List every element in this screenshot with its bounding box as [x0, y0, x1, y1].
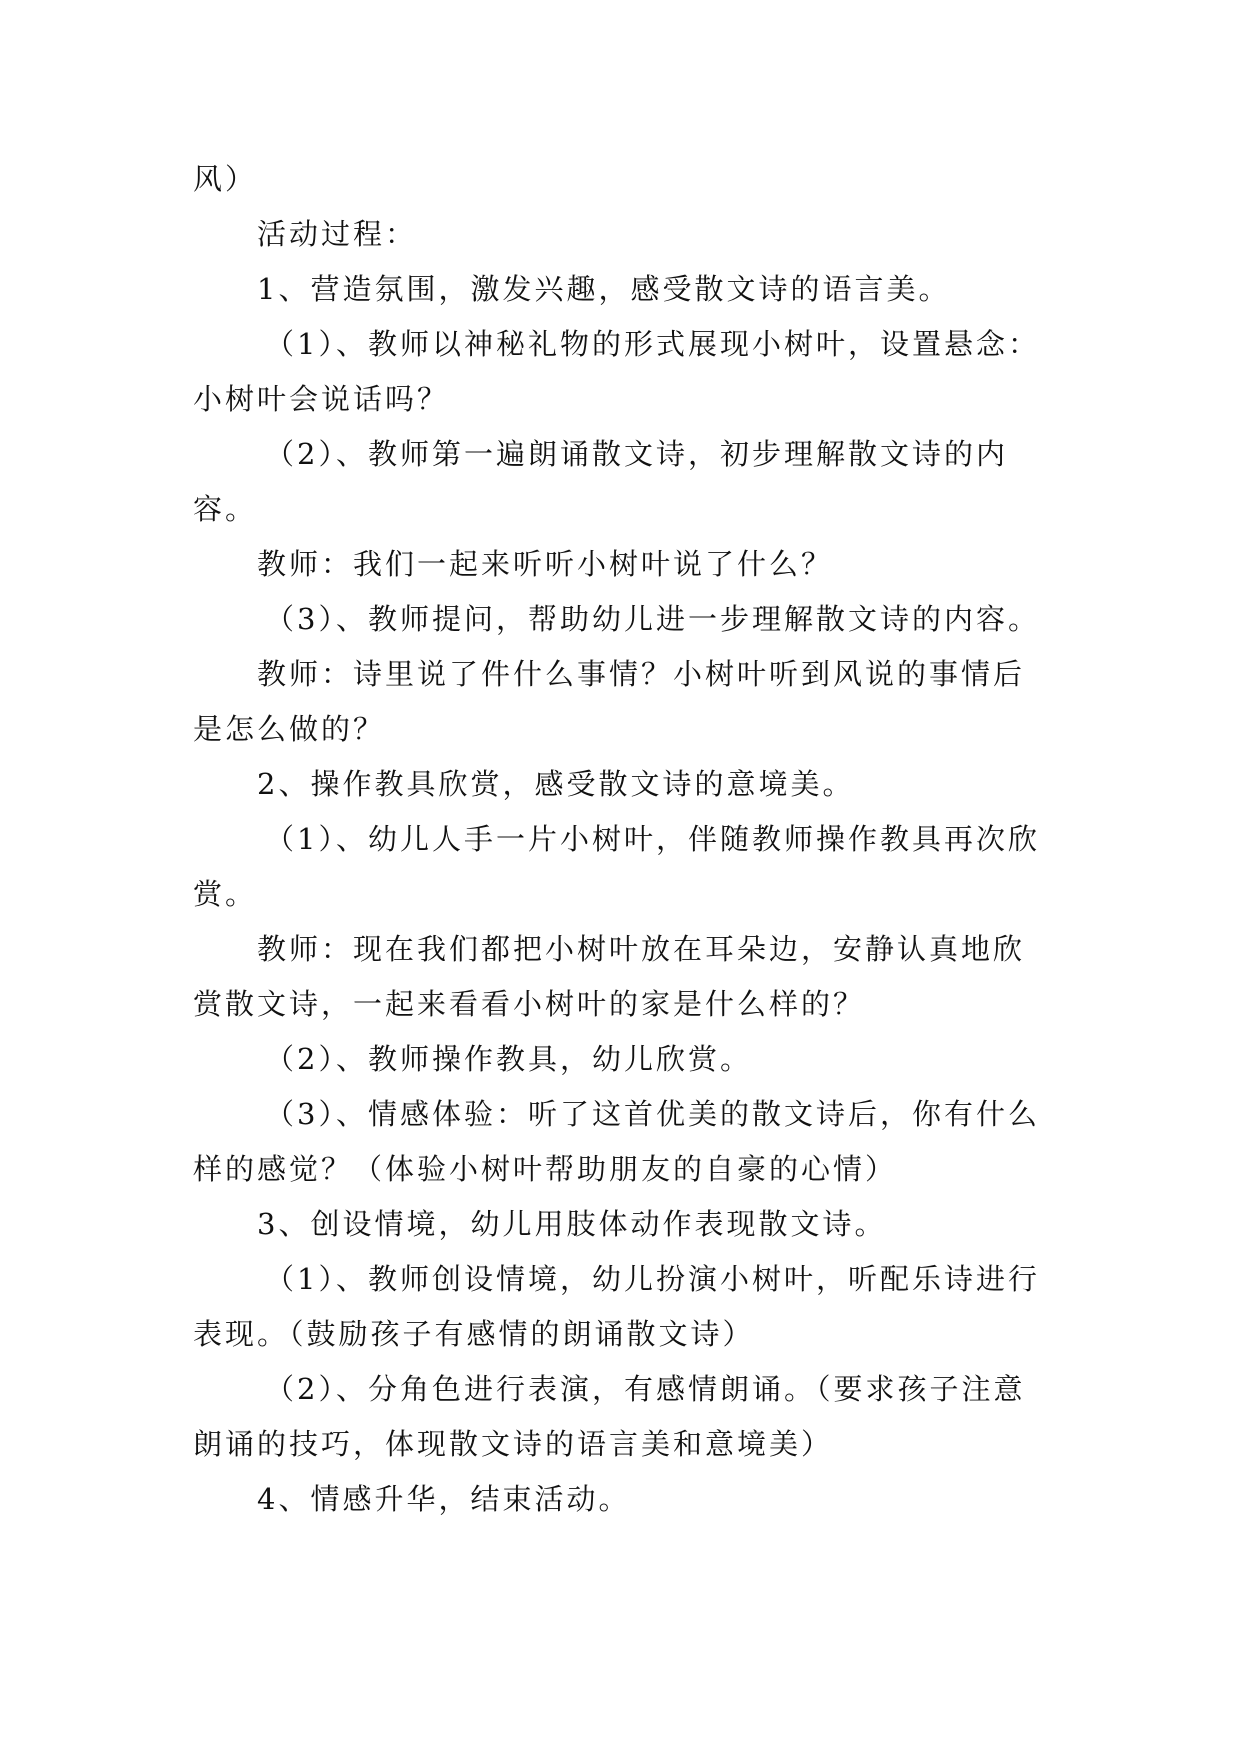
sub-step: （2）、教师第一遍朗诵散文诗，初步理解散文诗的内容。 [193, 437, 1008, 526]
sub-step: （3）、教师提问，帮助幼儿进一步理解散文诗的内容。 [265, 602, 1040, 636]
sub-step: （2）、教师操作教具，幼儿欣赏。 [265, 1042, 752, 1076]
step-heading: 4、情感升华，结束活动。 [257, 1482, 631, 1516]
sub-step: （1）、教师以神秘礼物的形式展现小树叶，设置悬念：小树叶会说话吗？ [193, 327, 1040, 416]
step-heading: 2、操作教具欣赏，感受散文诗的意境美。 [257, 767, 855, 801]
step-heading: 3、创设情境，幼儿用肢体动作表现散文诗。 [257, 1207, 887, 1241]
sub-step: （3）、情感体验：听了这首优美的散文诗后，你有什么样的感觉？（体验小树叶帮助朋友的自豪的心情） [193, 1097, 1040, 1186]
step-heading: 1、营造氛围，激发兴趣，感受散文诗的语言美。 [257, 272, 951, 306]
teacher-line: 教师：诗里说了件什么事情？小树叶听到风说的事情后是怎么做的？ [193, 657, 1026, 746]
paragraph-continuation: 风） [193, 162, 258, 196]
teacher-line: 教师：我们一起来听听小树叶说了什么？ [257, 547, 834, 581]
sub-step: （1）、幼儿人手一片小树叶，伴随教师操作教具再次欣赏。 [193, 822, 1040, 911]
document-body [193, 152, 1053, 1527]
sub-step: （2）、分角色进行表演，有感情朗诵。（要求孩子注意朗诵的技巧，体现散文诗的语言美和意境美） [193, 1372, 1026, 1461]
teacher-line: 教师：现在我们都把小树叶放在耳朵边，安静认真地欣赏散文诗，一起来看看小树叶的家是什么样的？ [193, 932, 1026, 1021]
sub-step: （1）、教师创设情境，幼儿扮演小树叶，听配乐诗进行表现。（鼓励孩子有感情的朗诵散文诗） [193, 1262, 1040, 1351]
section-heading: 活动过程： [257, 217, 418, 251]
